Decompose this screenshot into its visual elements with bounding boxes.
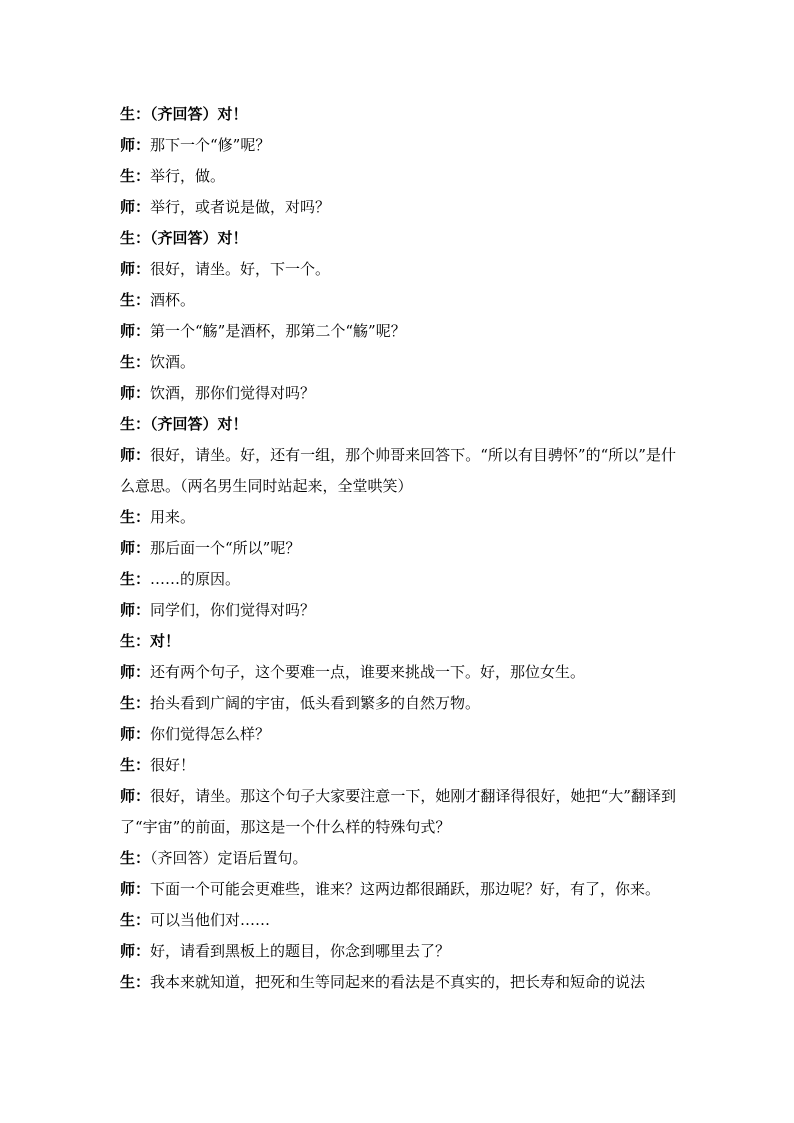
transcript-line (120, 874, 676, 905)
speaker-label: 生： (120, 167, 151, 185)
transcript-line (120, 781, 676, 843)
transcript-line (120, 657, 676, 688)
speaker-label: 师： (120, 446, 151, 464)
utterance-text: （齐回答）对！ (150, 415, 248, 433)
utterance-text: 可以当他们对…… (150, 911, 271, 929)
transcript-line (120, 99, 676, 130)
speaker-label: 生： (120, 291, 151, 309)
document-page (120, 99, 676, 998)
transcript-line (120, 285, 676, 316)
speaker-label: 生： (120, 105, 151, 123)
speaker-label: 生： (120, 415, 151, 433)
utterance-text: 饮酒。 (150, 353, 196, 371)
utterance-text: 酒杯。 (150, 291, 196, 309)
transcript-line (120, 409, 676, 440)
utterance-text: （齐回答）对！ (150, 229, 248, 247)
utterance-text: （齐回答）对！ (150, 105, 248, 123)
transcript-line (120, 719, 676, 750)
transcript-line (120, 905, 676, 936)
utterance-text: 你们觉得怎么样？ (150, 725, 271, 743)
transcript-line (120, 254, 676, 285)
transcript-line (120, 192, 676, 223)
transcript-line (120, 223, 676, 254)
speaker-label: 生： (120, 756, 151, 774)
utterance-text: 抬头看到广阔的宇宙，低头看到繁多的自然万物。 (150, 694, 481, 712)
transcript-line (120, 378, 676, 409)
transcript-line (120, 347, 676, 378)
speaker-label: 师： (120, 880, 151, 898)
transcript-line (120, 502, 676, 533)
transcript-line (120, 564, 676, 595)
speaker-label: 生： (120, 632, 151, 650)
speaker-label: 生： (120, 849, 151, 867)
speaker-label: 生： (120, 570, 151, 588)
utterance-text: 饮酒，那你们觉得对吗？ (150, 384, 316, 402)
utterance-text: 那后面一个“所以”呢？ (150, 539, 301, 557)
utterance-text: 很好，请坐。好，还有一组，那个帅哥来回答下。“所以有目骋怀”的“所以”是什么意思。（两名男生同时站起来，全堂哄笑） (120, 446, 676, 495)
speaker-label: 生： (120, 229, 151, 247)
transcript-line (120, 750, 676, 781)
speaker-label: 生： (120, 911, 151, 929)
transcript-line (120, 688, 676, 719)
utterance-text: （齐回答）定语后置句。 (150, 849, 308, 867)
speaker-label: 师： (120, 260, 151, 278)
transcript-line (120, 626, 676, 657)
utterance-text: 很好，请坐。那这个句子大家要注意一下，她刚才翻译得很好，她把“大”翻译到了“宇宙”的前面，那这是一个什么样的特殊句式？ (120, 787, 676, 836)
speaker-label: 师： (120, 136, 151, 154)
utterance-text: 下面一个可能会更难些，谁来？这两边都很踊跃，那边呢？好，有了，你来。 (150, 880, 661, 898)
utterance-text: 好，请看到黑板上的题目，你念到哪里去了？ (150, 942, 451, 960)
utterance-text: 很好！ (150, 756, 196, 774)
speaker-label: 师： (120, 601, 151, 619)
speaker-label: 师： (120, 787, 151, 805)
utterance-text: 还有两个句子，这个要难一点，谁要来挑战一下。好，那位女生。 (150, 663, 586, 681)
transcript-line (120, 843, 676, 874)
utterance-text: ……的原因。 (150, 570, 241, 588)
transcript-line (120, 967, 676, 998)
transcript-line (120, 595, 676, 626)
speaker-label: 师： (120, 942, 151, 960)
speaker-label: 师： (120, 539, 151, 557)
speaker-label: 生： (120, 973, 151, 991)
transcript-line (120, 936, 676, 967)
speaker-label: 生： (120, 353, 151, 371)
transcript-line (120, 440, 676, 502)
utterance-text: 同学们，你们觉得对吗？ (150, 601, 316, 619)
transcript-line (120, 130, 676, 161)
transcript-line (120, 316, 676, 347)
transcript-line (120, 161, 676, 192)
utterance-text: 对！ (150, 632, 181, 650)
utterance-text: 很好，请坐。好，下一个。 (150, 260, 331, 278)
speaker-label: 师： (120, 725, 151, 743)
utterance-text: 用来。 (150, 508, 196, 526)
utterance-text: 我本来就知道，把死和生等同起来的看法是不真实的，把长寿和短命的说法 (150, 973, 646, 991)
utterance-text: 举行，或者说是做，对吗？ (150, 198, 331, 216)
speaker-label: 师： (120, 384, 151, 402)
utterance-text: 那下一个“修”呢？ (150, 136, 271, 154)
transcript-line (120, 533, 676, 564)
utterance-text: 举行，做。 (150, 167, 226, 185)
speaker-label: 生： (120, 508, 151, 526)
speaker-label: 师： (120, 198, 151, 216)
speaker-label: 生： (120, 694, 151, 712)
utterance-text: 第一个“觞”是酒杯，那第二个“觞”呢？ (150, 322, 406, 340)
speaker-label: 师： (120, 663, 151, 681)
speaker-label: 师： (120, 322, 151, 340)
